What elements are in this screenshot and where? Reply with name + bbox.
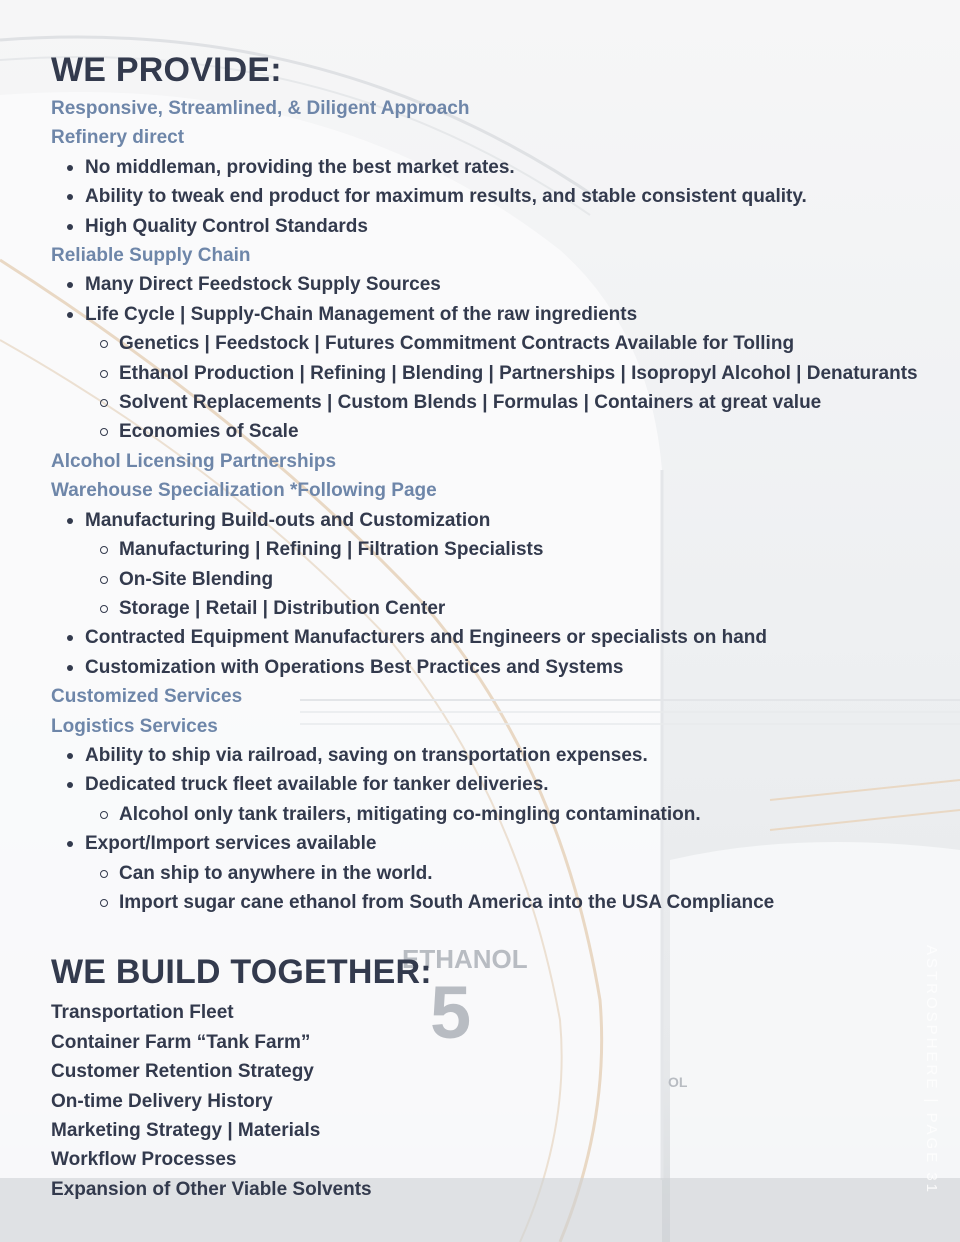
list-item: Ability to tweak end product for maximum results, and stable consistent quality.	[51, 182, 931, 211]
sub-list-item: Import sugar cane ethanol from South America into the USA Compliance	[51, 888, 931, 917]
sub-list-item: Ethanol Production | Refining | Blending | Partnerships | Isopropyl Alcohol | Denaturants	[51, 359, 931, 388]
list-item: Container Farm “Tank Farm”	[51, 1031, 311, 1053]
sub-list-item: Genetics | Feedstock | Futures Commitment Contracts Available for Tolling	[51, 329, 931, 358]
sub-list-item: Alcohol only tank trailers, mitigating co-mingling contamination.	[51, 800, 931, 829]
list-item: Ability to ship via railroad, saving on transportation expenses.	[51, 741, 931, 770]
list-item: Many Direct Feedstock Supply Sources	[51, 270, 931, 299]
warehouse-list	[51, 506, 931, 682]
tank-label: ETHANOL	[402, 944, 528, 974]
list-item: Manufacturing Build-outs and Customization	[51, 506, 931, 535]
build-list	[51, 998, 931, 1204]
sub-list-item: Manufacturing | Refining | Filtration Specialists	[51, 535, 931, 564]
heading-we-provide: WE PROVIDE:	[51, 51, 282, 89]
subheading-warehouse: Warehouse Specialization *Following Page	[51, 480, 437, 502]
list-item: No middleman, providing the best market rates.	[51, 153, 931, 182]
list-item: Export/Import services available	[51, 829, 931, 858]
subheading-licensing: Alcohol Licensing Partnerships	[51, 450, 337, 472]
page-content	[51, 50, 931, 1204]
refinery-list	[51, 153, 931, 241]
list-item: High Quality Control Standards	[51, 212, 931, 241]
list-item: Life Cycle | Supply-Chain Management of the raw ingredients	[51, 300, 931, 329]
list-item: Customization with Operations Best Practices and Systems	[51, 653, 931, 682]
supply-list	[51, 270, 931, 446]
list-item: On-time Delivery History	[51, 1090, 273, 1112]
list-item: Workflow Processes	[51, 1149, 237, 1171]
list-item: Expansion of Other Viable Solvents	[51, 1178, 372, 1200]
tank-small-label: OL	[668, 1074, 688, 1090]
subheading-logistics: Logistics Services	[51, 715, 218, 737]
sub-list-item: Storage | Retail | Distribution Center	[51, 594, 931, 623]
subheading-customized: Customized Services	[51, 686, 243, 708]
list-item: Contracted Equipment Manufacturers and Engineers or specialists on hand	[51, 623, 931, 652]
logistics-list	[51, 741, 931, 917]
tank-number: 5	[430, 971, 472, 1054]
list-item: Customer Retention Strategy	[51, 1061, 314, 1083]
list-item: Transportation Fleet	[51, 1002, 234, 1024]
heading-we-build-together: WE BUILD TOGETHER:	[51, 953, 432, 992]
sub-list-item: Economies of Scale	[51, 417, 931, 446]
subheading-refinery: Refinery direct	[51, 127, 185, 149]
list-item: Dedicated truck fleet available for tanker deliveries.	[51, 770, 931, 799]
sub-list-item: Solvent Replacements | Custom Blends | Formulas | Containers at great value	[51, 388, 931, 417]
sub-list-item: On-Site Blending	[51, 565, 931, 594]
subheading-approach: Responsive, Streamlined, & Diligent Approach	[51, 98, 470, 119]
sub-list-item: Can ship to anywhere in the world.	[51, 859, 931, 888]
subheading-supply-chain: Reliable Supply Chain	[51, 245, 251, 267]
list-item: Marketing Strategy | Materials	[51, 1120, 321, 1141]
page-footer-label: ASTROSPHERE | PAGE 31	[923, 945, 940, 1196]
